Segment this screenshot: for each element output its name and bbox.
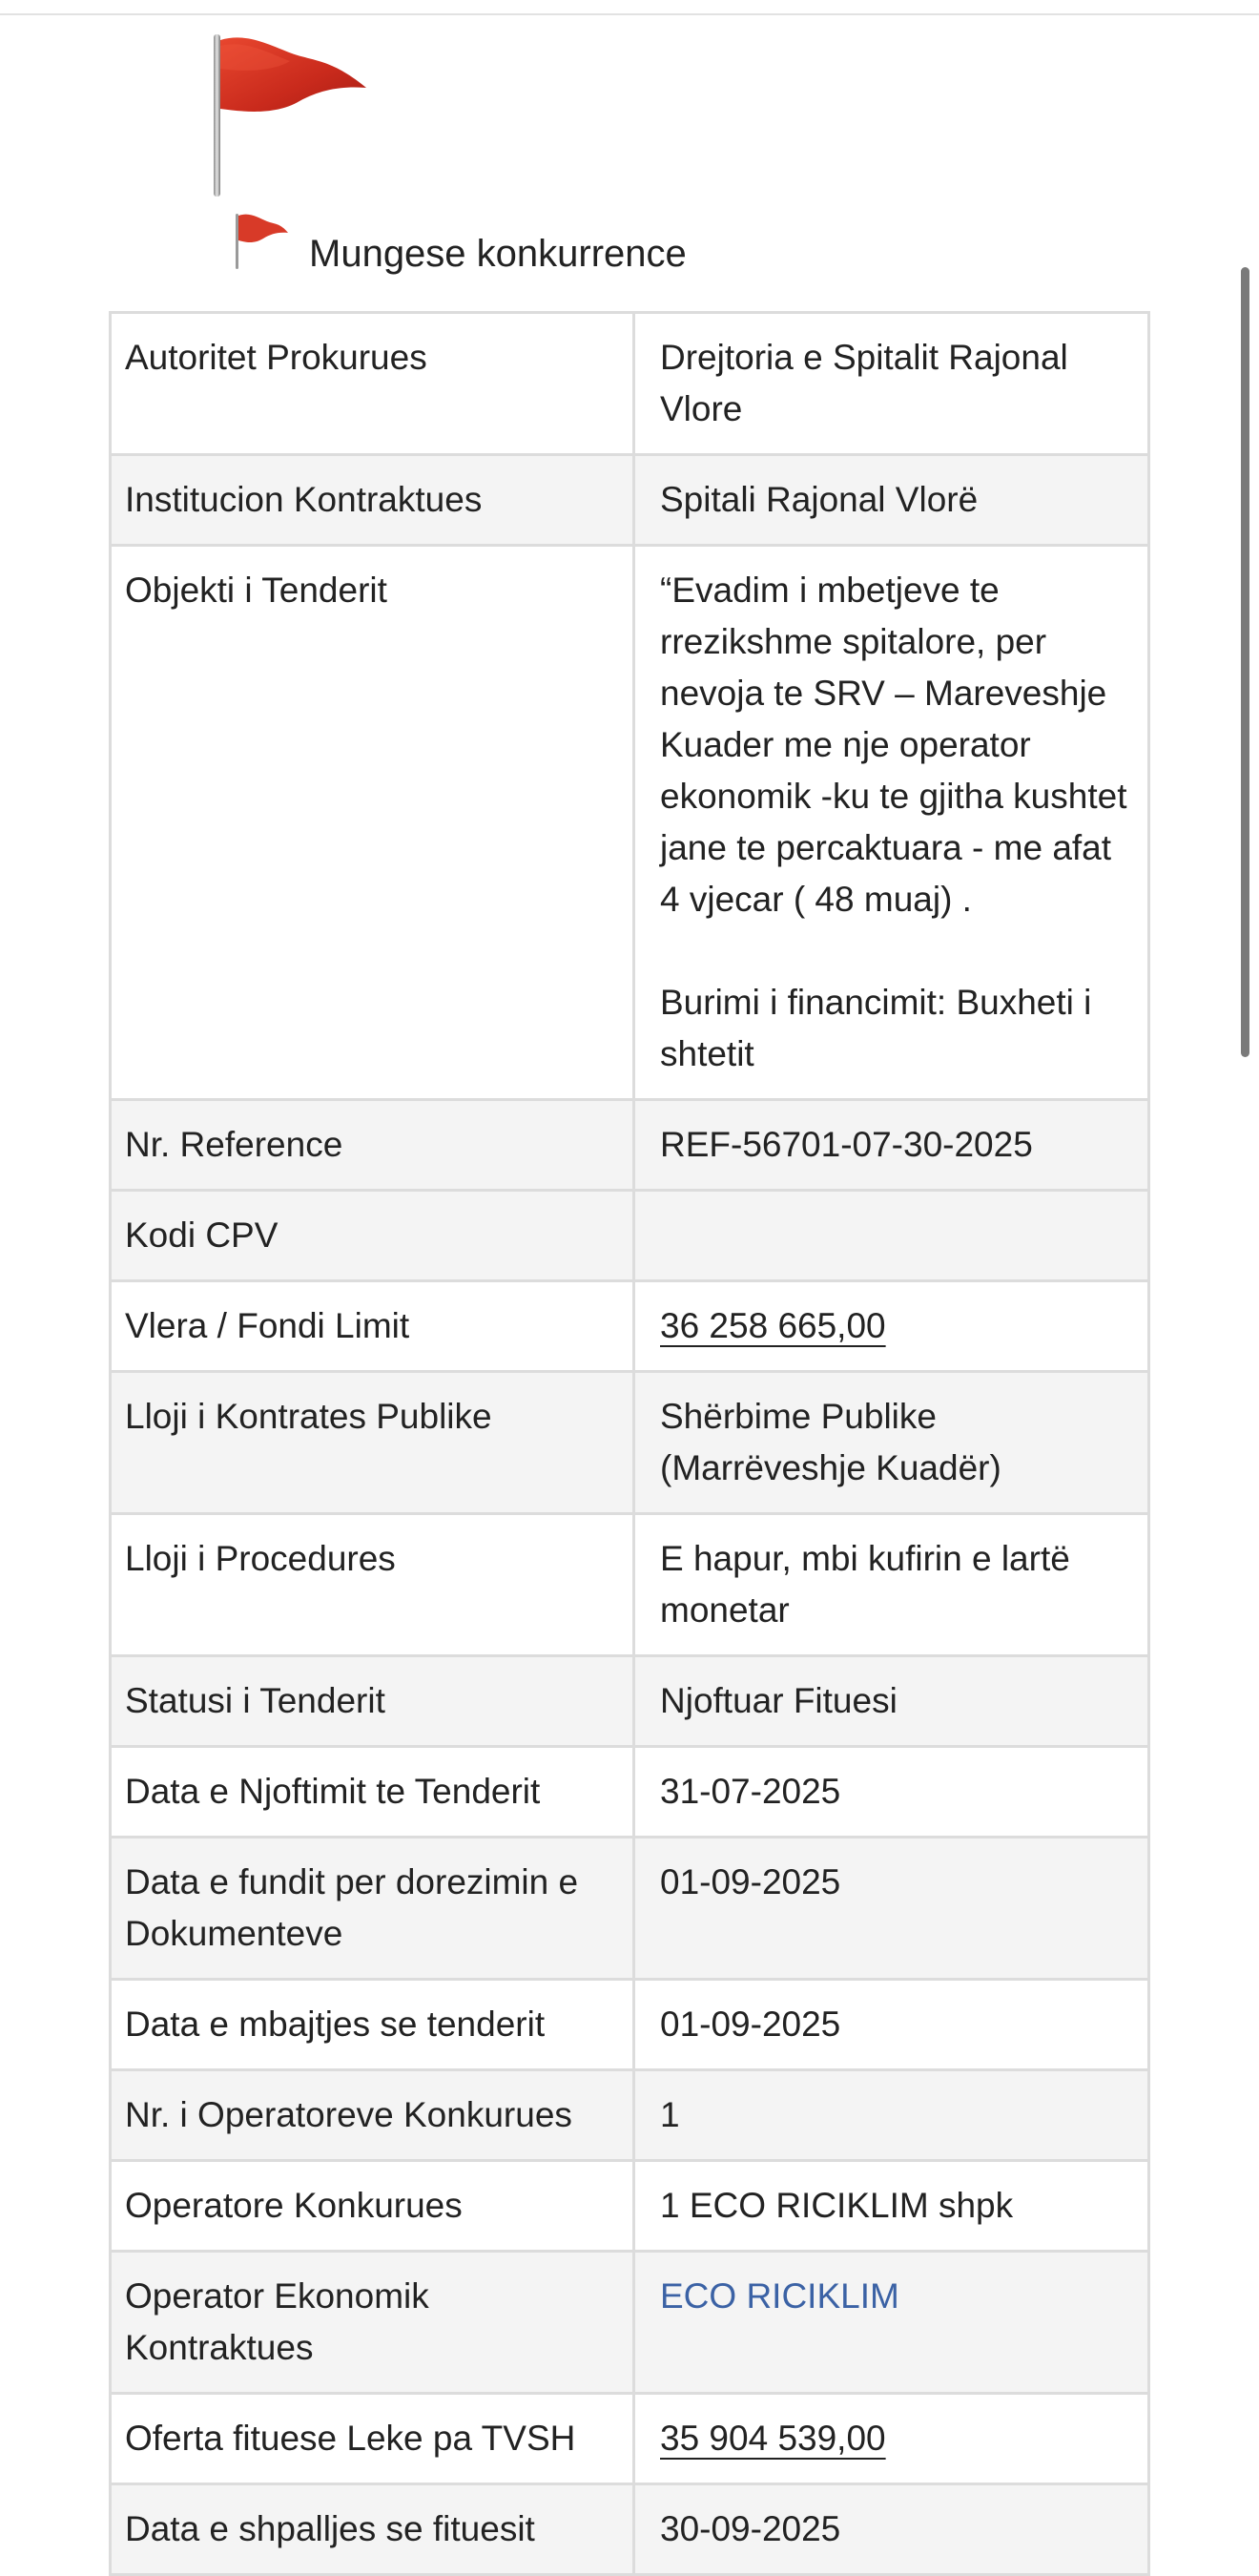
row-label: Statusi i Tenderit xyxy=(111,1656,634,1747)
row-label: Nr. Reference xyxy=(111,1100,634,1191)
top-divider xyxy=(0,13,1259,15)
row-value: Shërbime Publike (Marrëveshje Kuadër) xyxy=(634,1372,1149,1514)
table-row xyxy=(111,1100,1149,1191)
table-row xyxy=(111,313,1149,455)
fund-limit-amount[interactable]: 36 258 665,00 xyxy=(660,1306,886,1345)
row-label: Nr. i Operatoreve Konkurues xyxy=(111,2070,634,2161)
row-label: Vlera / Fondi Limit xyxy=(111,1281,634,1372)
row-label: Kodi CPV xyxy=(111,1191,634,1281)
row-value: 31-07-2025 xyxy=(634,1747,1149,1838)
row-label: Institucion Kontraktues xyxy=(111,455,634,546)
row-value: Spitali Rajonal Vlorë xyxy=(634,455,1149,546)
row-label: Operatore Konkurues xyxy=(111,2161,634,2252)
row-label: Lloji i Procedures xyxy=(111,1514,634,1656)
row-value: Njoftuar Fituesi xyxy=(634,1656,1149,1747)
row-value: Drejtoria e Spitalit Rajonal Vlore xyxy=(634,313,1149,455)
row-label: Operator Ekonomik Kontraktues xyxy=(111,2252,634,2394)
table-row xyxy=(111,1838,1149,1980)
tender-details-table xyxy=(109,311,1150,2576)
small-red-flag-icon xyxy=(233,212,290,271)
row-value: 1 xyxy=(634,2070,1149,2161)
row-label: Data e mbajtjes se tenderit xyxy=(111,1980,634,2070)
row-value: 01-09-2025 xyxy=(634,1838,1149,1980)
row-value: “Evadim i mbetjeve te rrezikshme spitalore, per nevoja te SRV – Mareveshje Kuader me nje operator ekonomik -ku te gjitha kushtet jane te percaktuara - me afat 4 vjecar ( 48 muaj) . Burimi i financimit: Buxheti i shtetit xyxy=(634,546,1149,1100)
table-row xyxy=(111,1747,1149,1838)
table-row xyxy=(111,1656,1149,1747)
table-row xyxy=(111,1281,1149,1372)
table-row xyxy=(111,455,1149,546)
winning-offer-amount[interactable]: 35 904 539,00 xyxy=(660,2419,886,2458)
row-label: Data e Njoftimit te Tenderit xyxy=(111,1747,634,1838)
row-label: Data e fundit per dorezimin e Dokumenteve xyxy=(111,1838,634,1980)
table-row xyxy=(111,1372,1149,1514)
red-flag-icon xyxy=(208,32,370,199)
table-row xyxy=(111,546,1149,1100)
competition-status-label: Mungese konkurrence xyxy=(309,233,687,275)
scrollbar[interactable] xyxy=(1241,267,1249,1057)
table-row xyxy=(111,1514,1149,1656)
row-label: Data e shpalljes se fituesit xyxy=(111,2484,634,2575)
table-row xyxy=(111,1980,1149,2070)
table-row xyxy=(111,2484,1149,2575)
row-value: 01-09-2025 xyxy=(634,1980,1149,2070)
row-value xyxy=(634,1191,1149,1281)
table-row xyxy=(111,2161,1149,2252)
table-row xyxy=(111,2394,1149,2484)
table-row xyxy=(111,1191,1149,1281)
table-row xyxy=(111,2070,1149,2161)
row-label: Oferta fituese Leke pa TVSH xyxy=(111,2394,634,2484)
row-value: E hapur, mbi kufirin e lartë monetar xyxy=(634,1514,1149,1656)
row-value: 30-09-2025 xyxy=(634,2484,1149,2575)
row-value: 1 ECO RICIKLIM shpk xyxy=(634,2161,1149,2252)
contractor-link[interactable]: ECO RICIKLIM xyxy=(660,2276,899,2316)
row-label: Autoritet Prokurues xyxy=(111,313,634,455)
table-row xyxy=(111,2252,1149,2394)
row-label: Objekti i Tenderit xyxy=(111,546,634,1100)
row-label: Lloji i Kontrates Publike xyxy=(111,1372,634,1514)
row-value: REF-56701-07-30-2025 xyxy=(634,1100,1149,1191)
